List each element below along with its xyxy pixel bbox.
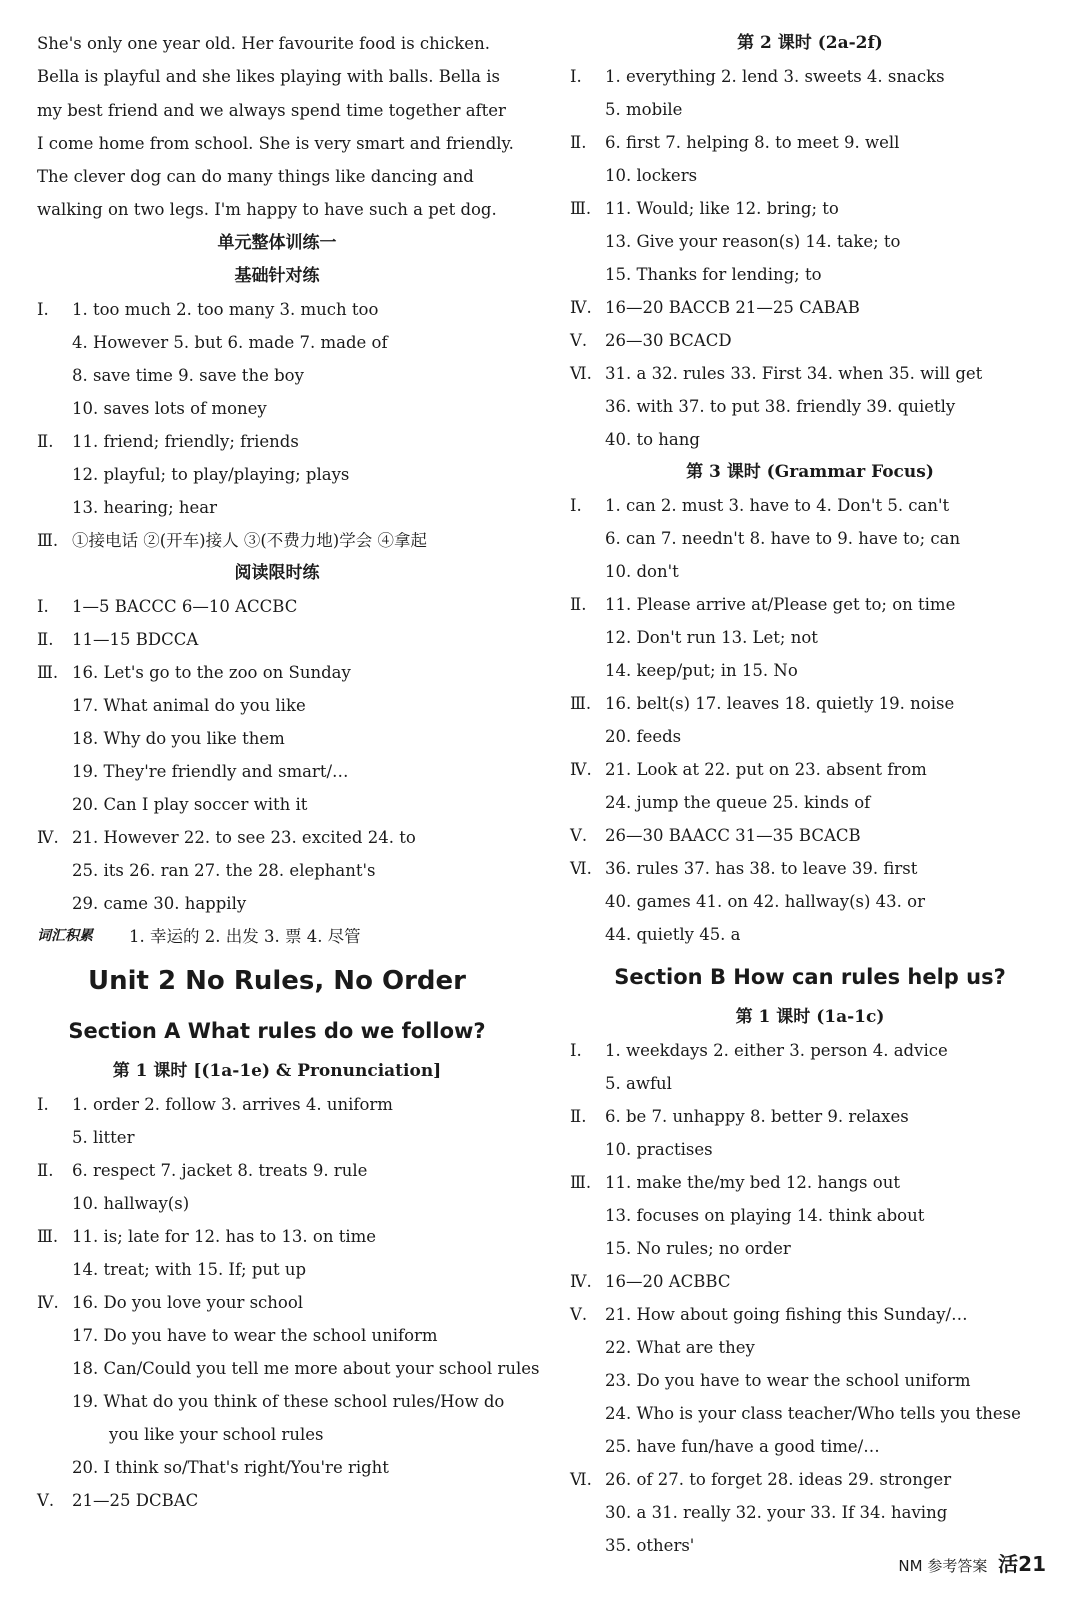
answer-line xyxy=(37,722,517,755)
answer-text: 14. treat; with 15. If; put up xyxy=(72,1259,307,1279)
answer-text: 26. of 27. to forget 28. ideas 29. stronger xyxy=(605,1470,952,1489)
part-number: Ⅱ. xyxy=(570,133,587,152)
part-number: Ⅲ. xyxy=(37,662,59,682)
section-a-title: Section A What rules do we follow? xyxy=(68,1018,486,1043)
answer-line xyxy=(570,753,1050,786)
answer-text: 11. Please arrive at/Please get to; on time xyxy=(605,595,956,614)
answer-text: 21—25 DCBAC xyxy=(72,1490,199,1510)
answer-text: 12. Don't run 13. Let; not xyxy=(605,628,818,647)
answer-line xyxy=(570,126,1050,159)
answer-line xyxy=(37,623,517,656)
part-number: Ⅳ. xyxy=(570,298,592,317)
answer-continuation: you like your school rules xyxy=(109,1424,324,1444)
part-number: Ⅱ. xyxy=(37,431,54,451)
part-number: Ⅲ. xyxy=(570,1173,592,1192)
vocabulary-answers: 1. 幸运的 2. 出发 3. 票 4. 尽管 xyxy=(129,926,361,946)
answer-line xyxy=(37,755,517,788)
answer-text: 21. How about going fishing this Sunday/… xyxy=(605,1305,968,1324)
answer-line xyxy=(570,1331,1050,1364)
answer-text: 6. first 7. helping 8. to meet 9. well xyxy=(605,133,900,152)
answer-line xyxy=(570,1298,1050,1331)
answer-text: 19. They're friendly and smart/… xyxy=(72,761,349,781)
answer-text: 12. playful; to play/playing; plays xyxy=(72,464,350,484)
answer-text: 23. Do you have to wear the school uniform xyxy=(605,1371,971,1390)
answer-line xyxy=(37,1187,517,1220)
part-number: Ⅴ. xyxy=(37,1490,55,1510)
footer-label: 参考答案 xyxy=(927,1557,988,1575)
answer-line xyxy=(570,819,1050,852)
answer-text: 10. lockers xyxy=(605,166,698,185)
answer-text: 1. too much 2. too many 3. much too xyxy=(72,299,379,319)
answer-text: 36. with 37. to put 38. friendly 39. quietly xyxy=(605,397,956,416)
answer-line xyxy=(37,1352,540,1385)
part-number: Ⅵ. xyxy=(570,859,592,878)
answer-line xyxy=(570,1430,1050,1463)
part-number: Ⅱ. xyxy=(570,1107,587,1126)
answer-text: 17. Do you have to wear the school uniform xyxy=(72,1325,438,1345)
answer-text: 20. feeds xyxy=(605,727,682,746)
answer-line xyxy=(570,1166,1050,1199)
part-number: Ⅱ. xyxy=(37,629,54,649)
lesson3-title: 第 3 课时 (Grammar Focus) xyxy=(686,462,934,482)
answer-text: 44. quietly 45. a xyxy=(605,925,741,944)
answer-line xyxy=(37,656,517,689)
answer-line xyxy=(570,687,1050,720)
part-number: Ⅲ. xyxy=(37,1226,59,1246)
answer-line xyxy=(37,788,517,821)
part-number: Ⅴ. xyxy=(570,1305,588,1324)
answer-line xyxy=(37,1253,517,1286)
unit-review-title: 单元整体训练一 xyxy=(217,232,337,253)
answer-line xyxy=(37,1088,517,1121)
answer-line xyxy=(570,489,1050,522)
answer-text: 24. Who is your class teacher/Who tells you these xyxy=(605,1404,1021,1423)
answer-line xyxy=(37,1154,517,1187)
answer-line xyxy=(37,326,517,359)
part-number: Ⅳ. xyxy=(37,1292,59,1312)
answer-text: 1. order 2. follow 3. arrives 4. uniform xyxy=(72,1094,393,1114)
answer-text: 1. everything 2. lend 3. sweets 4. snacks xyxy=(605,67,945,86)
answer-line xyxy=(570,159,1050,192)
answer-text: 40. games 41. on 42. hallway(s) 43. or xyxy=(605,892,925,911)
part-number: Ⅰ. xyxy=(570,1041,582,1060)
answer-line xyxy=(37,1418,517,1451)
answer-text: 29. came 30. happily xyxy=(72,893,247,913)
answer-line xyxy=(570,60,1050,93)
answer-line xyxy=(570,1133,1050,1166)
answer-line xyxy=(570,1232,1050,1265)
answer-text: 8. save time 9. save the boy xyxy=(72,365,304,385)
part-number: Ⅴ. xyxy=(570,331,588,350)
answer-line xyxy=(570,258,1050,291)
lesson1-title: 第 1 课时 [(1a-1e) & Pronunciation] xyxy=(112,1060,442,1081)
left-column xyxy=(37,27,540,1517)
answer-line xyxy=(570,1397,1050,1430)
answer-line xyxy=(37,491,517,524)
answer-text: 24. jump the queue 25. kinds of xyxy=(605,793,871,812)
answer-text: 10. saves lots of money xyxy=(72,398,267,418)
lesson2-answers xyxy=(570,60,1050,456)
answer-text: 35. others' xyxy=(605,1536,695,1555)
page-footer xyxy=(898,1548,1046,1577)
answer-text: 16. Let's go to the zoo on Sunday xyxy=(72,662,351,682)
answer-line xyxy=(570,1067,1050,1100)
answer-line xyxy=(37,590,517,623)
answer-line xyxy=(570,1034,1050,1067)
answer-line xyxy=(37,1286,517,1319)
answer-line xyxy=(570,324,1050,357)
answer-line xyxy=(570,1199,1050,1232)
answer-line xyxy=(37,392,517,425)
answer-text: 20. I think so/That's right/You're right xyxy=(72,1457,389,1477)
answer-text: 21. However 22. to see 23. excited 24. to xyxy=(72,827,416,847)
answer-line xyxy=(37,1319,517,1352)
answer-text: 11. Would; like 12. bring; to xyxy=(605,199,839,218)
answer-text: 31. a 32. rules 33. First 34. when 35. will get xyxy=(605,364,983,383)
part-number: Ⅱ. xyxy=(570,595,587,614)
answer-line xyxy=(37,524,517,557)
answer-line xyxy=(570,357,1050,390)
answer-line xyxy=(37,887,517,920)
answer-line xyxy=(570,621,1050,654)
unit-title: Unit 2 No Rules, No Order xyxy=(88,965,466,996)
answer-text: 17. What animal do you like xyxy=(72,695,306,715)
answer-text: 10. practises xyxy=(605,1140,713,1159)
part-number: Ⅰ. xyxy=(570,67,582,86)
answer-text: 15. Thanks for lending; to xyxy=(605,265,822,284)
right-column xyxy=(570,27,1050,1562)
page-number: 活21 xyxy=(998,1552,1046,1576)
answer-line xyxy=(37,458,517,491)
answer-text: 5. awful xyxy=(605,1074,672,1093)
answer-text: 11. is; late for 12. has to 13. on time xyxy=(72,1226,377,1246)
answer-text: 26—30 BAACC 31—35 BCACB xyxy=(605,826,861,845)
answer-text: 40. to hang xyxy=(605,430,700,449)
answer-text: 13. hearing; hear xyxy=(72,497,217,517)
answer-line xyxy=(37,293,517,326)
answer-line xyxy=(570,93,1050,126)
answer-text: 26—30 BCACD xyxy=(605,331,732,350)
intro-paragraph: She's only one year old. Her favourite food is chicken. Bella is playful and she likes playing with balls. Bella is my best friend and we always spend time together after I come home from school. She is very smart and friendly. The clever dog can do many things like dancing and walking on two legs. I'm happy to have such a pet dog. xyxy=(37,34,514,220)
answer-text: 16. Do you love your school xyxy=(72,1292,304,1312)
answer-text: ①接电话 ②(开车)接人 ③(不费力地)学会 ④拿起 xyxy=(72,530,427,550)
answer-text: 21. Look at 22. put on 23. absent from xyxy=(605,760,927,779)
answer-text: 16—20 BACCB 21—25 CABAB xyxy=(605,298,860,317)
answer-line xyxy=(570,786,1050,819)
answer-line xyxy=(37,1121,517,1154)
answer-line xyxy=(570,588,1050,621)
answer-line xyxy=(570,1463,1050,1496)
answer-text: 13. Give your reason(s) 14. take; to xyxy=(605,232,901,251)
answer-text: 18. Why do you like them xyxy=(72,728,285,748)
answer-line xyxy=(570,1496,1050,1529)
part-number: Ⅰ. xyxy=(570,496,582,515)
answer-text: 6. be 7. unhappy 8. better 9. relaxes xyxy=(605,1107,909,1126)
answer-line xyxy=(570,555,1050,588)
answer-text: 4. However 5. but 6. made 7. made of xyxy=(72,332,388,352)
answer-text: 25. have fun/have a good time/… xyxy=(605,1437,880,1456)
answer-text: 11. friend; friendly; friends xyxy=(72,431,299,451)
answer-line xyxy=(570,1265,1050,1298)
part-number: Ⅱ. xyxy=(37,1160,54,1180)
answer-line xyxy=(37,1451,517,1484)
answer-line xyxy=(37,821,517,854)
answer-text: 25. its 26. ran 27. the 28. elephant's xyxy=(72,860,376,880)
lesson2-title: 第 2 课时 (2a-2f) xyxy=(737,33,883,53)
vocabulary-label: 词汇积累 xyxy=(37,927,93,944)
answer-line xyxy=(37,425,517,458)
answer-text: 14. keep/put; in 15. No xyxy=(605,661,798,680)
answer-text: 18. Can/Could you tell me more about your school rules xyxy=(72,1358,540,1378)
answer-line xyxy=(37,359,517,392)
answer-line xyxy=(570,654,1050,687)
answer-text: 16—20 ACBBC xyxy=(605,1272,731,1291)
answer-line xyxy=(37,1220,517,1253)
answer-line xyxy=(37,1484,517,1517)
lesson3-answers xyxy=(570,489,1050,951)
answer-text: 10. hallway(s) xyxy=(72,1193,190,1213)
answer-line xyxy=(570,918,1050,951)
answer-text: 13. focuses on playing 14. think about xyxy=(605,1206,925,1225)
part-number: Ⅵ. xyxy=(570,364,592,383)
answer-line xyxy=(37,1385,517,1418)
answer-line xyxy=(37,854,517,887)
answer-line xyxy=(570,390,1050,423)
answer-text: 20. Can I play soccer with it xyxy=(72,794,308,814)
part-number: Ⅳ. xyxy=(570,760,592,779)
answer-line xyxy=(570,291,1050,324)
answer-text: 22. What are they xyxy=(605,1338,755,1357)
answer-text: 11—15 BDCCA xyxy=(72,629,199,649)
answer-text: 10. don't xyxy=(605,562,679,581)
answer-text: 1. can 2. must 3. have to 4. Don't 5. can't xyxy=(605,496,950,515)
lesson1-answers xyxy=(37,1088,540,1517)
answer-text: 19. What do you think of these school rules/How do xyxy=(72,1391,505,1411)
reading-practice-title: 阅读限时练 xyxy=(234,562,320,583)
part-number: Ⅰ. xyxy=(37,596,49,616)
answer-line xyxy=(570,1364,1050,1397)
part-number: Ⅰ. xyxy=(37,299,49,319)
answer-line xyxy=(570,885,1050,918)
part-number: Ⅰ. xyxy=(37,1094,49,1114)
answer-line xyxy=(570,720,1050,753)
part-number: Ⅳ. xyxy=(37,827,59,847)
answer-text: 36. rules 37. has 38. to leave 39. first xyxy=(605,859,918,878)
answer-text: 30. a 31. really 32. your 33. If 34. having xyxy=(605,1503,948,1522)
answer-text: 1. weekdays 2. either 3. person 4. advice xyxy=(605,1041,948,1060)
vocabulary-line xyxy=(37,920,517,953)
basic-practice-answers xyxy=(37,293,517,557)
part-number: Ⅲ. xyxy=(570,199,592,218)
basic-practice-title: 基础针对练 xyxy=(234,265,320,286)
part-number: Ⅲ. xyxy=(570,694,592,713)
answer-text: 11. make the/my bed 12. hangs out xyxy=(605,1173,900,1192)
answer-line xyxy=(570,225,1050,258)
answer-line xyxy=(37,689,517,722)
answer-text: 16. belt(s) 17. leaves 18. quietly 19. noise xyxy=(605,694,955,713)
answer-text: 5. mobile xyxy=(605,100,683,119)
answer-text: 5. litter xyxy=(72,1127,135,1147)
answer-text: 6. respect 7. jacket 8. treats 9. rule xyxy=(72,1160,368,1180)
answer-line xyxy=(570,192,1050,225)
part-number: Ⅳ. xyxy=(570,1272,592,1291)
answer-line xyxy=(570,423,1050,456)
section-b-lesson1-answers xyxy=(570,1034,1050,1562)
answer-line xyxy=(570,522,1050,555)
part-number: Ⅵ. xyxy=(570,1470,592,1489)
footer-code: NM xyxy=(898,1557,923,1575)
reading-practice-answers xyxy=(37,590,517,920)
answer-line xyxy=(570,852,1050,885)
answer-text: 6. can 7. needn't 8. have to 9. have to; can xyxy=(605,529,961,548)
answer-line xyxy=(570,1100,1050,1133)
part-number: Ⅲ. xyxy=(37,530,59,550)
section-b-title: Section B How can rules help us? xyxy=(614,965,1006,989)
section-b-lesson1-title: 第 1 课时 (1a-1c) xyxy=(735,1007,885,1027)
answer-text: 1—5 BACCC 6—10 ACCBC xyxy=(72,596,298,616)
part-number: Ⅴ. xyxy=(570,826,588,845)
answer-text: 15. No rules; no order xyxy=(605,1239,791,1258)
